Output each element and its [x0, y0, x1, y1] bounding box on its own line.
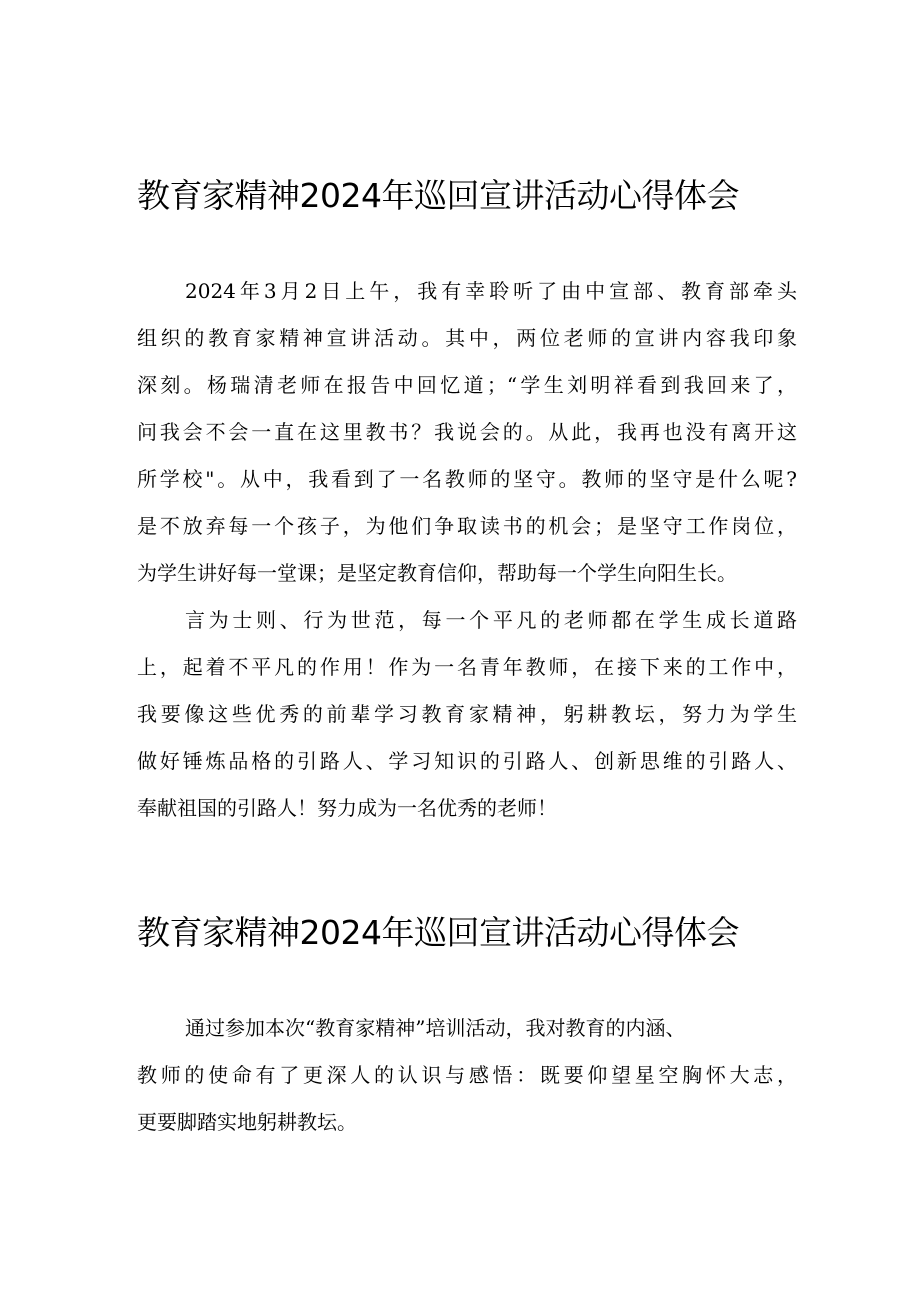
text-line: 深刻。杨瑞清老师在报告中回忆道；“学生刘明祥看到我回来了， [137, 373, 797, 397]
text-line: 2024年3月2日上午，我有幸聆听了由中宣部、教育部牵头 [185, 279, 797, 303]
text-line: 我要像这些优秀的前辈学习教育家精神，躬耕教坛，努力为学生 [137, 702, 797, 726]
text-line: 教师的使命有了更深人的认识与感悟：既要仰望星空胸怀大志， [137, 1063, 797, 1087]
text-line: 组织的教育家精神宣讲活动。其中，两位老师的宣讲内容我印象 [137, 326, 797, 350]
text-line: 所学校"。从中，我看到了一名教师的坚守。教师的坚守是什么呢? [137, 467, 797, 491]
text-line: 为学生讲好每一堂课；是坚定教育信仰，帮助每一个学生向阳生长。 [137, 561, 737, 585]
text-line: 言为士则、行为世范，每一个平凡的老师都在学生成长道路 [185, 608, 797, 632]
text-line: 更要脚踏实地躬耕教坛。 [137, 1110, 357, 1134]
text-line: 是不放弃每一个孩子，为他们争取读书的机会；是坚守工作岗位， [137, 514, 797, 538]
text-line: 奉献祖国的引路人！努力成为一名优秀的老师！ [137, 796, 557, 820]
text-line: 通过参加本次“教育家精神”培训活动，我对教育的内涵、 [185, 1016, 686, 1040]
section-title: 教育家精神2024年巡回宣讲活动心得体会 [137, 913, 739, 952]
text-line: 上，起着不平凡的作用！作为一名青年教师，在接下来的工作中， [137, 655, 797, 679]
text-line: 问我会不会一直在这里教书？我说会的。从此，我再也没有离开这 [137, 420, 797, 444]
section-title: 教育家精神2024年巡回宣讲活动心得体会 [137, 176, 739, 215]
text-line: 做好锤炼品格的引路人、学习知识的引路人、创新思维的引路人、 [137, 749, 797, 773]
